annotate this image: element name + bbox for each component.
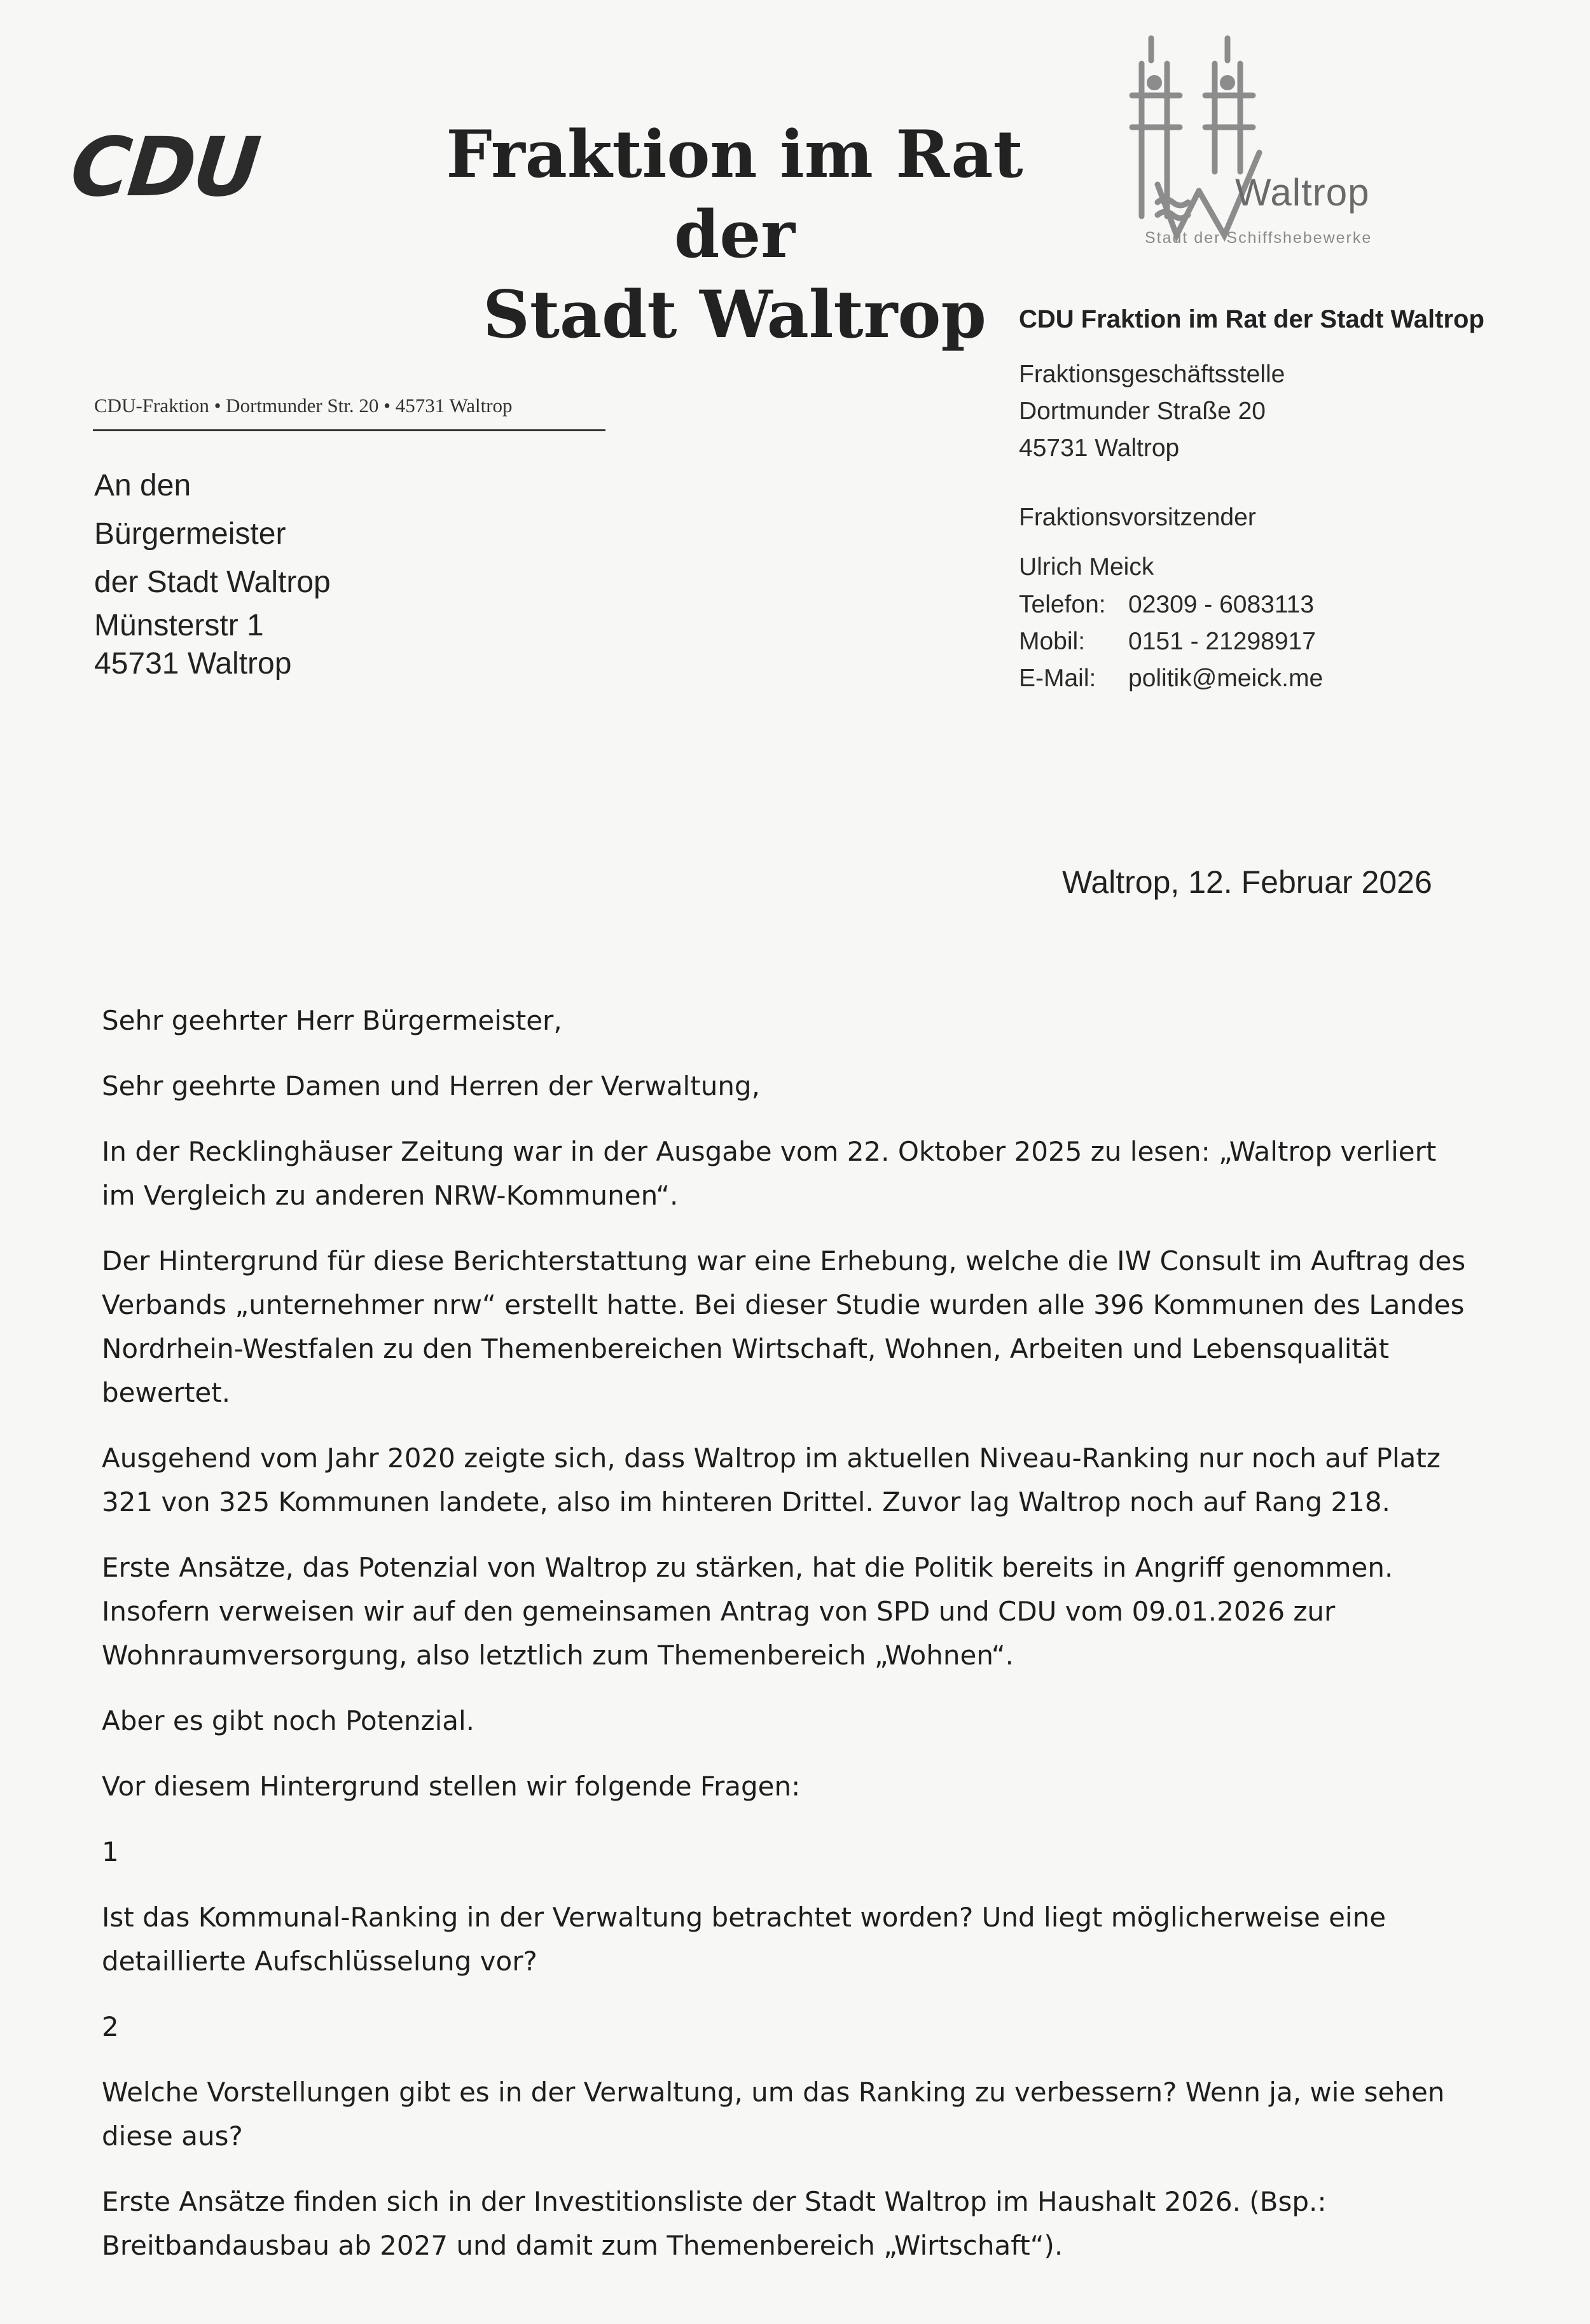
title-line-2: Stadt Waltrop <box>483 277 986 353</box>
sender-street: Dortmunder Straße 20 <box>1019 398 1266 425</box>
letter-date: Waltrop, 12. Februar 2026 <box>1062 864 1432 900</box>
paragraph-2: Der Hintergrund für diese Berichterstattung war eine Erhebung, welche die IW Consult im Auftrag des Verbands „unternehmer nrw“ erstellt hatte. Bei dieser Studie wurden alle 396 Kommunen des Landes Nordrhein-Westfalen zu den Themenbereichen Wirtschaft, Wohnen, Arbeiten und Lebensqualität bewertet. <box>102 1245 1466 1408</box>
paragraph-7: Erste Ansätze finden sich in der Investitionsliste der Stadt Waltrop im Haushalt 2026. (Bsp.: Breitbandausbau ab 2027 und damit zum Themenbereich „Wirtschaft“). <box>102 2186 1327 2261</box>
phone-row <box>1019 586 1323 623</box>
salutation-1: Sehr geehrter Herr Bürgermeister, <box>102 1005 562 1036</box>
paragraph-5: Aber es gibt noch Potenzial. <box>102 1705 475 1736</box>
cdu-logo: CDU <box>66 120 263 215</box>
question-1-number: 1 <box>102 1836 119 1867</box>
sender-name: CDU Fraktion im Rat der Stadt Waltrop <box>1019 305 1484 333</box>
waltrop-city-logo <box>1119 25 1418 261</box>
salutation-2: Sehr geehrte Damen und Herren der Verwaltung, <box>102 1070 760 1102</box>
paragraph-1: In der Recklinghäuser Zeitung war in der Ausgabe vom 22. Oktober 2025 zu lesen: „Waltrop verliert im Vergleich zu anderen NRW-Kommunen“. <box>102 1136 1437 1211</box>
question-1-text: Ist das Kommunal-Ranking in der Verwaltung betrachtet worden? Und liegt möglicherweise eine detaillierte Aufschlüsselung vor? <box>102 1902 1386 1977</box>
paragraph-6: Vor diesem Hintergrund stellen wir folgende Fragen: <box>102 1771 801 1802</box>
chair-name: Ulrich Meick <box>1019 553 1154 581</box>
mobile-label: Mobil: <box>1019 628 1086 655</box>
letter-body <box>102 999 1469 2289</box>
chair-heading: Fraktionsvorsitzender <box>1019 504 1256 531</box>
city-logo-name: Waltrop <box>1235 171 1370 214</box>
question-2-number: 2 <box>102 2011 119 2042</box>
mobile-row <box>1019 623 1323 660</box>
phone-value: 02309 - 6083113 <box>1128 591 1315 618</box>
contact-details <box>1019 586 1323 697</box>
recipient-line-4: Münsterstr 1 <box>94 609 264 642</box>
recipient-line-5: 45731 Waltrop <box>94 647 292 681</box>
phone-label: Telefon: <box>1019 591 1106 618</box>
return-address-underline <box>93 429 605 431</box>
city-logo-tagline: Stadt der Schiffshebewerke <box>1145 229 1372 247</box>
sender-city: 45731 Waltrop <box>1019 434 1180 462</box>
paragraph-3: Ausgehend vom Jahr 2020 zeigte sich, dass Waltrop im aktuellen Niveau-Ranking nur noch auf Platz 321 von 325 Kommunen landete, also im hinteren Drittel. Zuvor lag Waltrop noch auf Rang 218. <box>102 1442 1441 1518</box>
recipient-line-2: Bürgermeister <box>94 517 286 551</box>
letterhead-title <box>382 114 1088 355</box>
email-value: politik@meick.me <box>1128 665 1324 692</box>
paragraph-4: Erste Ansätze, das Potenzial von Waltrop zu stärken, hat die Politik bereits in Angriff genommen. Insofern verweisen wir auf den gemeinsamen Antrag von SPD und CDU vom 09.01.2026 zur Wohnraumversorgung, also letztlich zum Themenbereich „Wohnen“. <box>102 1552 1393 1671</box>
title-line-1: Fraktion im Rat der <box>446 116 1023 273</box>
question-2-text: Welche Vorstellungen gibt es in der Verwaltung, um das Ranking zu verbessern? Wenn ja, wie sehen diese aus? <box>102 2077 1445 2152</box>
recipient-line-3: der Stadt Waltrop <box>94 565 331 599</box>
recipient-line-1: An den <box>94 469 191 502</box>
return-address: CDU-Fraktion • Dortmunder Str. 20 • 45731 Waltrop <box>94 394 513 417</box>
sender-office: Fraktionsgeschäftsstelle <box>1019 361 1285 388</box>
mobile-value: 0151 - 21298917 <box>1128 628 1316 655</box>
email-label: E-Mail: <box>1019 665 1096 692</box>
email-row <box>1019 660 1323 697</box>
sender-address <box>1019 356 1285 467</box>
recipient-address <box>94 462 331 683</box>
